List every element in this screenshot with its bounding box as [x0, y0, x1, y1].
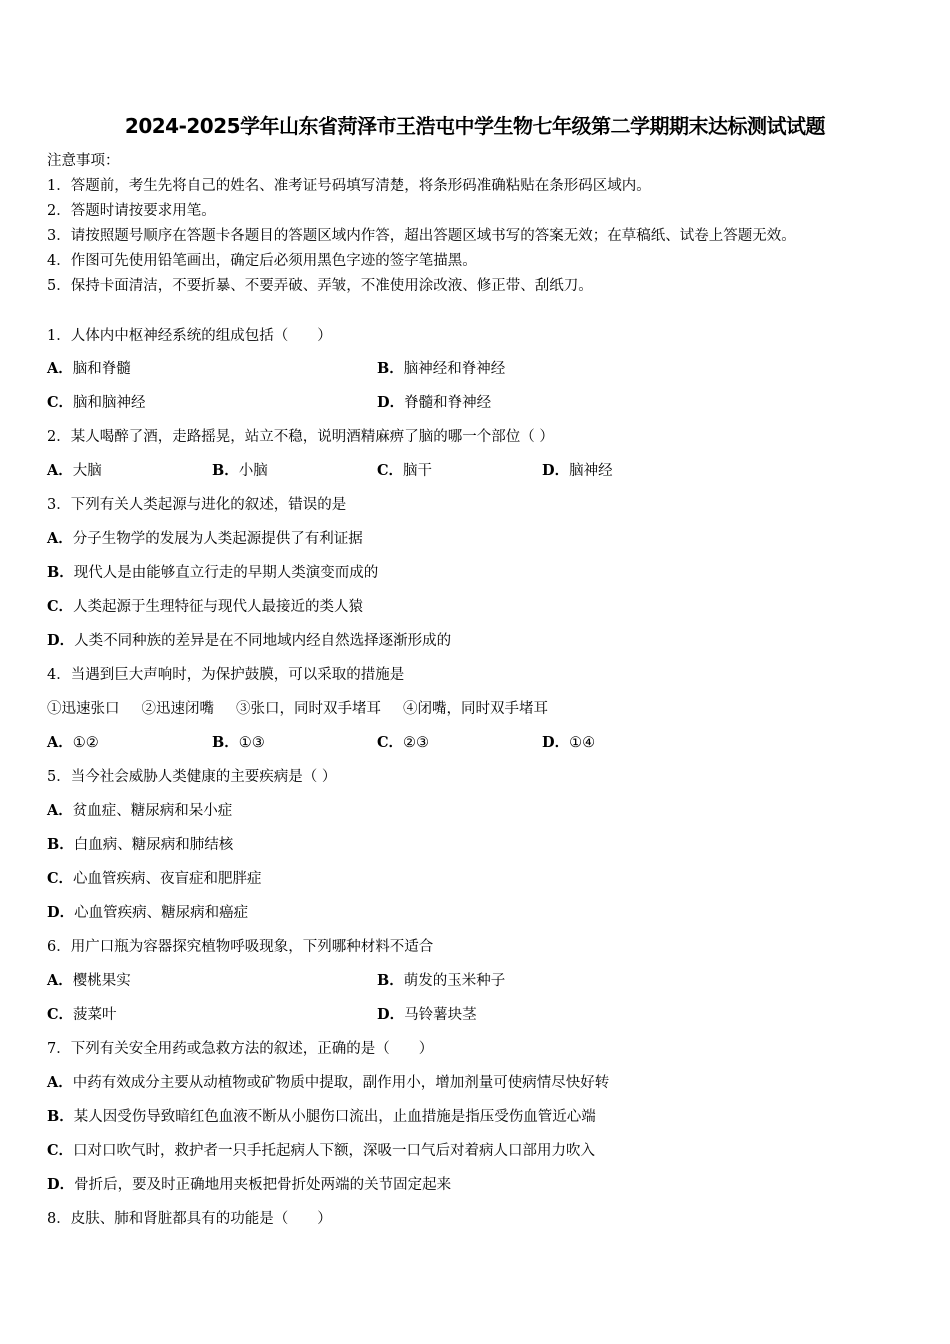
option-row — [47, 733, 907, 753]
notice-item: 3．请按照题号顺序在答题卡各题目的答题区域内作答，超出答题区域书写的答案无效；在草稿纸、试卷上答题无效。 — [47, 228, 796, 244]
option-c: C．口对口吹气时，救护者一只手托起病人下额，深吸一口气后对着病人口部用力吹入 — [47, 1142, 596, 1159]
option-c: C．脑干 — [377, 462, 433, 479]
option-d: D．骨折后，要及时正确地用夹板把骨折处两端的关节固定起来 — [47, 1176, 452, 1193]
option-d: D．脑神经 — [542, 462, 613, 479]
option-a: A．①② — [47, 734, 99, 751]
choice-item: ①迅速张口 — [47, 701, 120, 717]
notice-item: 5．保持卡面清洁，不要折暴、不要弄破、弄皱，不准使用涂改液、修正带、刮纸刀。 — [47, 278, 593, 294]
option-a: A．大脑 — [47, 462, 102, 479]
option-c: C．人类起源于生理特征与现代人最接近的类人猿 — [47, 598, 364, 615]
notice-item: 2．答题时请按要求用笔。 — [47, 203, 216, 219]
option-a: A．中药有效成分主要从动植物或矿物质中提取，副作用小，增加剂量可使病情尽快好转 — [47, 1074, 610, 1091]
option-d: D．马铃薯块茎 — [377, 1006, 477, 1023]
question-stem: 6．用广口瓶为容器探究植物呼吸现象，下列哪种材料不适合 — [47, 939, 434, 955]
option-a: A．脑和脊髓 — [47, 360, 131, 377]
option-c: C．心血管疾病、夜盲症和肥胖症 — [47, 870, 262, 887]
question-stem: 7．下列有关安全用药或急救方法的叙述，正确的是（ ） — [47, 1041, 434, 1057]
option-b: B．①③ — [212, 734, 265, 751]
option-c: C．菠菜叶 — [47, 1006, 117, 1023]
question-stem: 5．当今社会威胁人类健康的主要疾病是（ ） — [47, 769, 337, 785]
notice-item: 4．作图可先使用铅笔画出，确定后必须用黑色字迹的签字笔描黑。 — [47, 253, 477, 269]
choice-item: ③张口，同时双手堵耳 — [236, 701, 381, 717]
question-stem: 4．当遇到巨大声响时，为保护鼓膜，可以采取的措施是 — [47, 667, 405, 683]
option-c: C．脑和脑神经 — [47, 394, 146, 411]
option-d: D．脊髓和脊神经 — [377, 394, 492, 411]
option-b: B．现代人是由能够直立行走的早期人类演变而成的 — [47, 564, 379, 581]
option-c: C．②③ — [377, 734, 430, 751]
option-b: B．脑神经和脊神经 — [377, 360, 506, 377]
option-b: B．小脑 — [212, 462, 268, 479]
question-stem: 1．人体内中枢神经系统的组成包括（ ） — [47, 328, 332, 344]
notice-item: 1．答题前，考生先将自己的姓名、准考证号码填写清楚，将条形码准确粘贴在条形码区域内。 — [47, 178, 651, 194]
option-row — [47, 971, 907, 991]
option-row — [47, 461, 907, 481]
option-b: B．某人因受伤导致暗红色血液不断从小腿伤口流出，止血措施是指压受伤血管近心端 — [47, 1108, 596, 1125]
choice-list — [47, 699, 548, 719]
option-row — [47, 393, 907, 413]
choice-item: ④闭嘴，同时双手堵耳 — [403, 701, 548, 717]
page-title: 2024-2025学年山东省菏泽市王浩屯中学生物七年级第二学期期末达标测试试题 — [124, 114, 826, 138]
notice-heading: 注意事项： — [47, 153, 120, 169]
question-stem: 2．某人喝醉了酒，走路摇晃，站立不稳，说明酒精麻痹了脑的哪一个部位（ ） — [47, 429, 554, 445]
option-d: D．①④ — [542, 734, 596, 751]
option-a: A．樱桃果实 — [47, 972, 131, 989]
option-d: D．人类不同种族的差异是在不同地域内经自然选择逐渐形成的 — [47, 632, 452, 649]
question-stem: 8．皮肤、肺和肾脏都具有的功能是（ ） — [47, 1211, 332, 1227]
option-a: A．分子生物学的发展为人类起源提供了有利证据 — [47, 530, 363, 547]
option-b: B．白血病、糖尿病和肺结核 — [47, 836, 234, 853]
option-b: B．萌发的玉米种子 — [377, 972, 506, 989]
option-a: A．贫血症、糖尿病和呆小症 — [47, 802, 233, 819]
choice-item: ②迅速闭嘴 — [141, 701, 214, 717]
option-row — [47, 359, 907, 379]
option-row — [47, 1005, 907, 1025]
question-stem: 3．下列有关人类起源与进化的叙述，错误的是 — [47, 497, 347, 513]
option-d: D．心血管疾病、糖尿病和癌症 — [47, 904, 249, 921]
